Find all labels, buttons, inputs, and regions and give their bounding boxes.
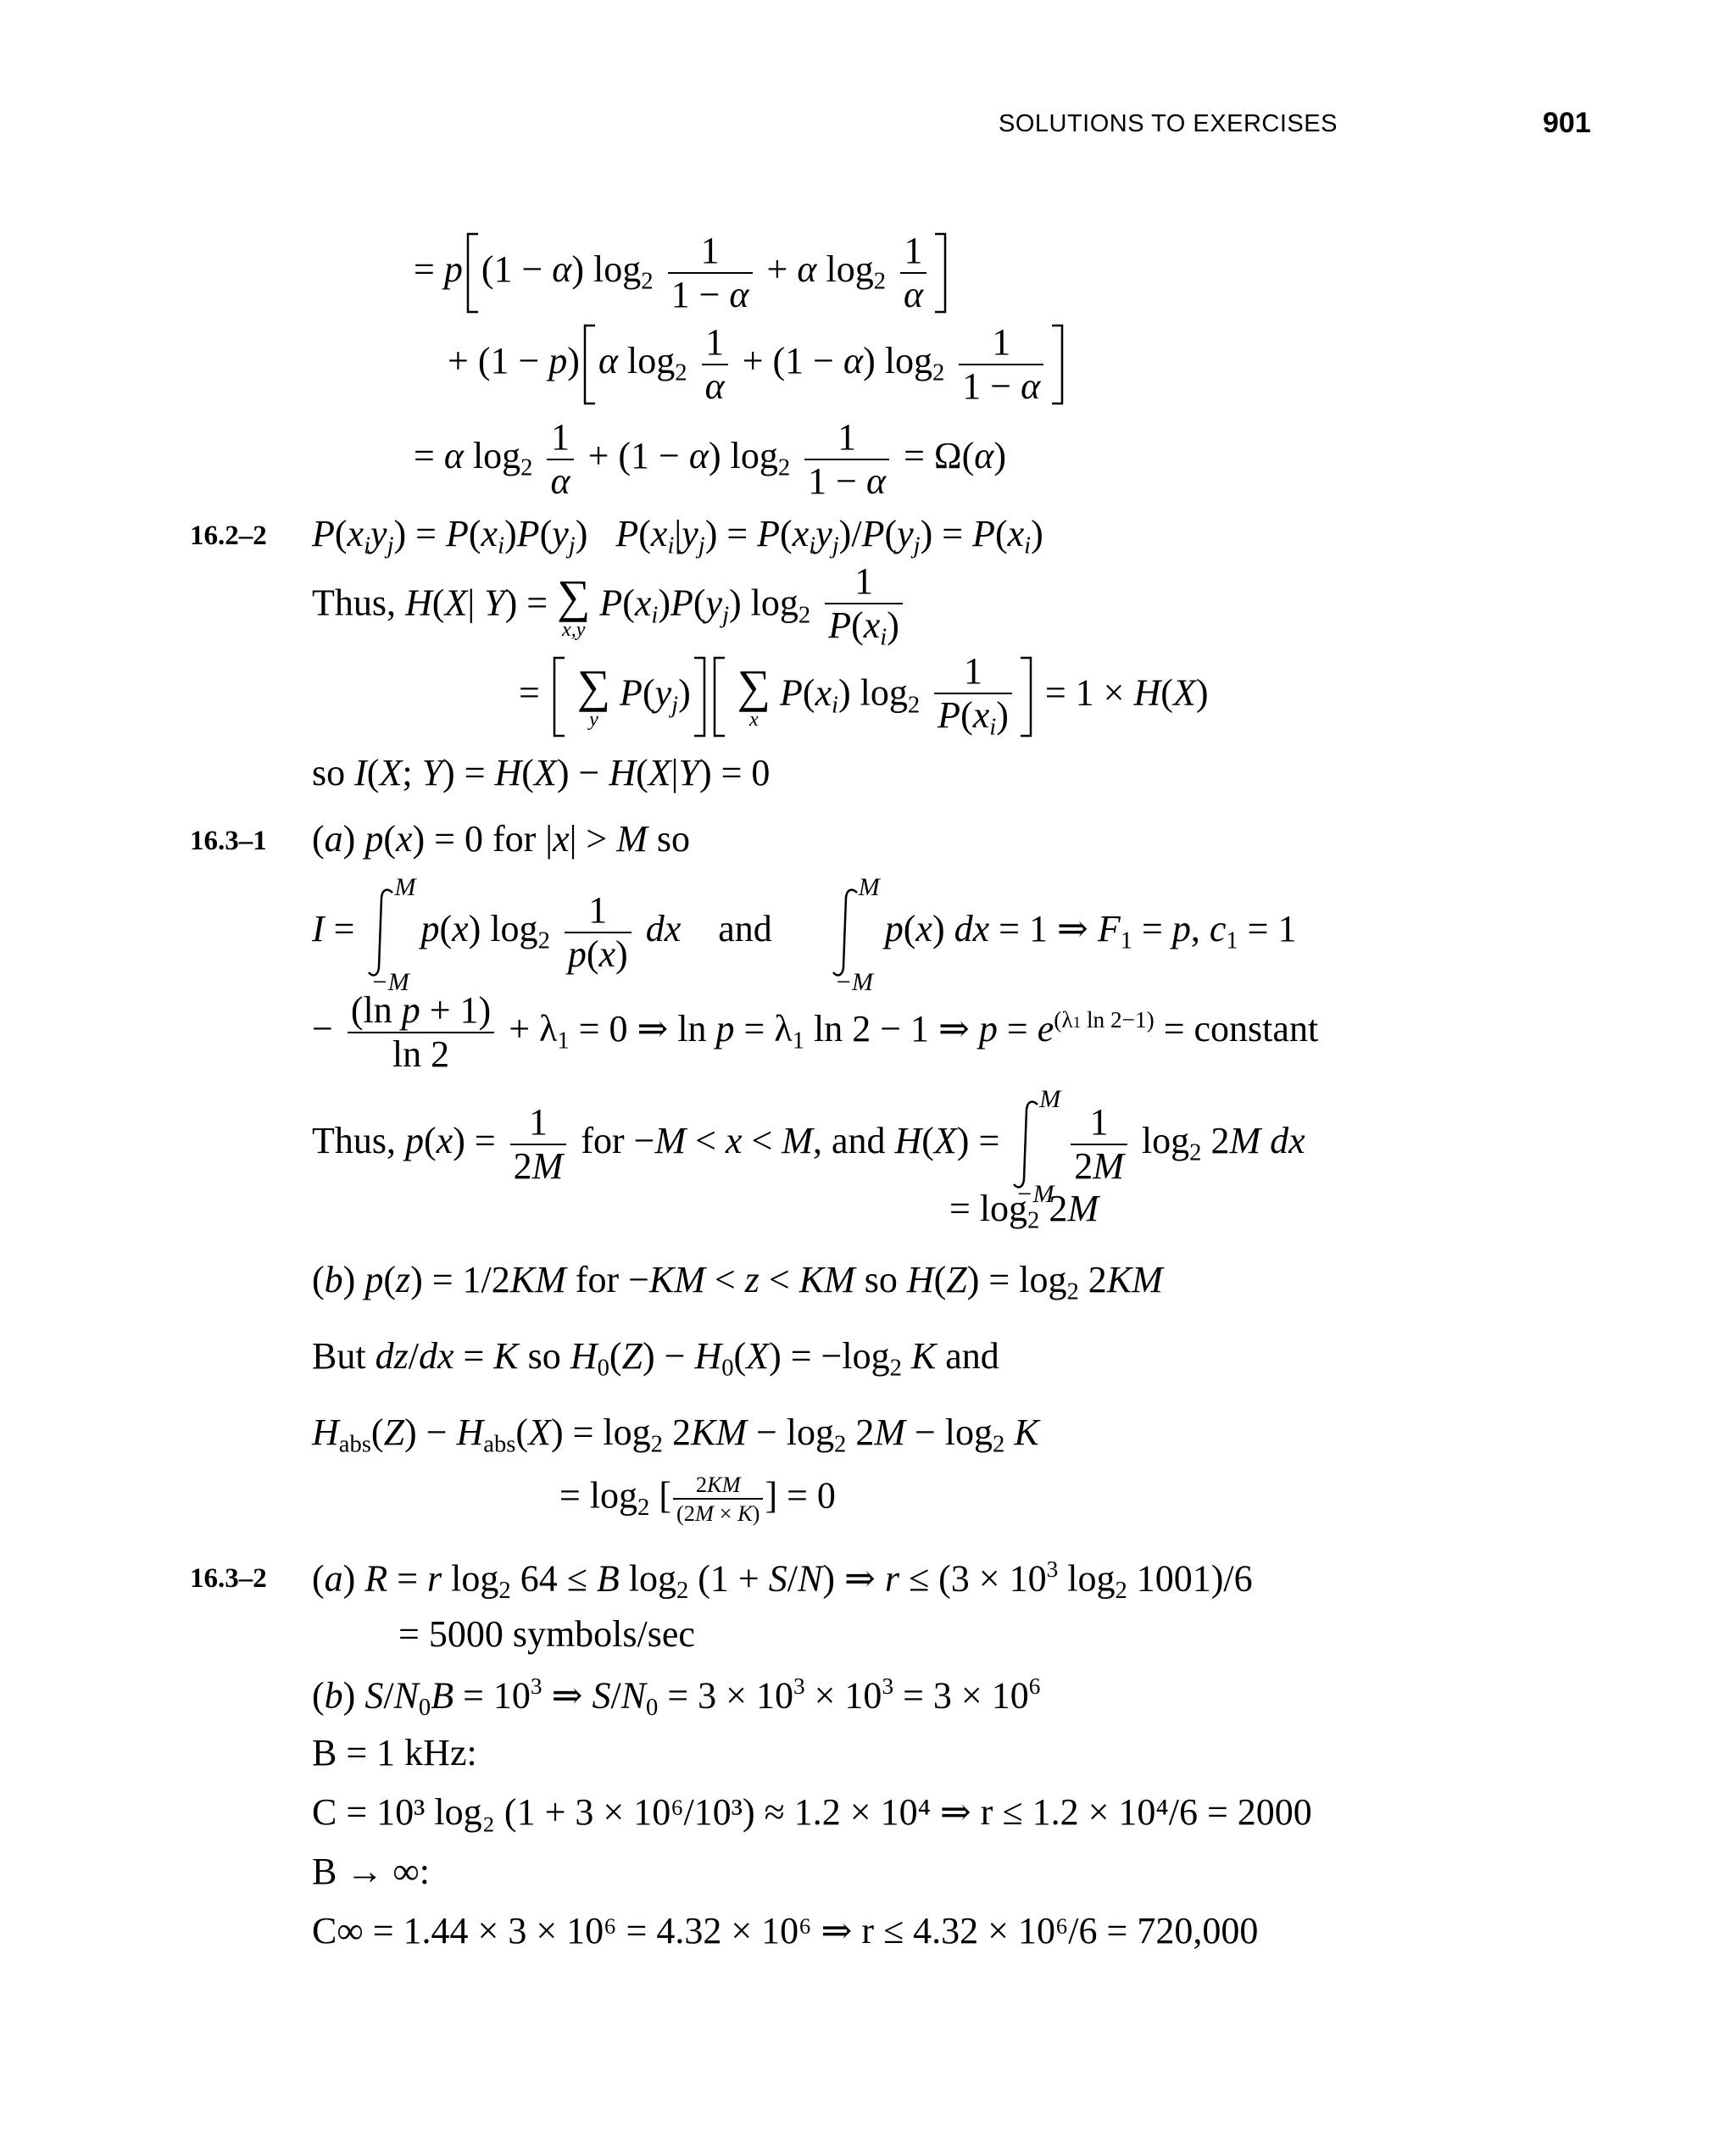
equation-line: (b) p(z) = 1/2KM for −KM < z < KM so $H(Z) = \log_2 2KM$ (312, 1259, 1163, 1306)
bracket-left-icon (709, 654, 728, 739)
exercise-number: 16.2–2 (190, 521, 267, 551)
equation-line: $P(x_iy_j) = P(x_i)P(y_j) P(x_i|y_j) = P(x_iy_j)/P(y_j) = P(x_i)$ (312, 513, 1043, 560)
page-number: 901 (1543, 107, 1591, 139)
bracket-left-icon (463, 231, 481, 315)
equation-line: = $\log_2$ [ $\frac{2KM}{(2M \times K)}$ ] = 0 (559, 1472, 836, 1527)
equation-line: = 5000 symbols/sec (398, 1613, 695, 1655)
thus-label: Thus, (312, 582, 396, 624)
equation-line: so I(X; Y) = H(X) − H(X|Y) = 0 (312, 752, 771, 793)
equation-line: B → ∞: (312, 1851, 430, 1892)
equation-line: + (1 − p) α $\log_2$ $\frac{1}{\alpha}$ + (1 − α) $\log_2$ $\frac{1}{1 - \alpha}$ (448, 322, 1067, 407)
equation-line: C = 10³ log₂ (1 + 3 × 10⁶/10³) ≈ 1.2 × 10⁴ ⇒ r ≤ 1.2 × 10⁴/6 = 2000 (312, 1791, 1312, 1833)
running-title: SOLUTIONS TO EXERCISES (999, 110, 1338, 137)
equation-line: But dz/dx = K so $H_0(Z) - H_0(X) = -\log_2$ K and (312, 1335, 999, 1382)
equation-line: $H_{abs}(Z) - H_{abs}(X) = \log_2 2KM - \log_2 2M - \log_2 K$ (312, 1411, 1039, 1458)
exercise-number: 16.3–1 (190, 826, 267, 856)
bracket-left-icon (549, 654, 568, 739)
bracket-right-icon (1017, 654, 1036, 739)
equation-line: Thus, p(x) = $\frac{1}{2M}$ for −M < x < M, and H(X) = M −M $\frac{1}{2M}$ $\log_2 2M$ dx (312, 1085, 1305, 1208)
and-label: and (718, 908, 772, 950)
equation-line: − $\frac{\text{(ln p + 1)}}{\ln 2}$ + $\lambda_1 = 0$ ⇒ $\ln p = \lambda_1$ ln 2 − 1 ⇒ $p = e^{(\lambda 1 ln 2-1)}$ = constant (312, 989, 1319, 1075)
bracket-right-icon (932, 231, 950, 315)
equation-line: = p (1 − α) $\log_2$ $\frac{1}{1 - \alpha}$ + α $\log_2$ $\frac{1}{\alpha}$ (414, 231, 950, 315)
integral-icon: M −M (370, 873, 416, 996)
but-label: But (312, 1335, 366, 1377)
equation-line: Thus, H(X| Y) = ∑ x,y $P(x_i)P(y_j)$ $\log_2$ $\frac{1}{P(x_i)}$ (312, 563, 908, 650)
so-label: so (312, 752, 346, 793)
equation-line: (a) R = r $\log_2 64 \le B$ $\log_2 (1 + S/N)$ ⇒ $r \le (3 \times 10^3$ $\log_2 1001)/6$ (312, 1556, 1253, 1604)
bracket-left-icon (580, 322, 598, 407)
equation-line: I = M −M p(x) $\log_2$ $\frac{1}{p(x)}$ dx and M −M p(x) dx = 1 ⇒ $F_1 = p$, $c_1 = 1$ (312, 873, 1297, 996)
integral-icon: M −M (834, 873, 880, 996)
equation-line: = α $\log_2$ $\frac{1}{\alpha}$ + (1 − α) $\log_2$ $\frac{1}{1 - \alpha}$ = Ω(α) (414, 416, 1007, 502)
equation-line: = ∑ y $P(y_j)$ ∑ x $P(x_i)$ $\log_2$ $\frac{1}{P(x_i)}$ = 1 × H(X) (519, 650, 1209, 741)
bracket-right-icon (691, 654, 709, 739)
bracket-right-icon (1049, 322, 1067, 407)
equation-line: = $\log_2 2M$ (949, 1188, 1099, 1234)
integral-icon: M −M (1015, 1085, 1061, 1208)
constant-label: constant (1194, 1008, 1319, 1050)
thus-label: Thus, (312, 1120, 396, 1162)
exercise-number: 16.3–2 (190, 1563, 267, 1594)
equation-line: (b) $S/N_0B = 10^3$ ⇒ $S/N_0 = 3 \times 10^3 \times 10^3 = 3 \times 10^6$ (312, 1673, 1041, 1721)
equation-line: C∞ = 1.44 × 3 × 10⁶ = 4.32 × 10⁶ ⇒ r ≤ 4.32 × 10⁶/6 = 720,000 (312, 1910, 1259, 1951)
equation-line: B = 1 kHz: (312, 1732, 477, 1773)
equation-line: (a) p(x) = 0 for |x| > M so (312, 818, 691, 860)
